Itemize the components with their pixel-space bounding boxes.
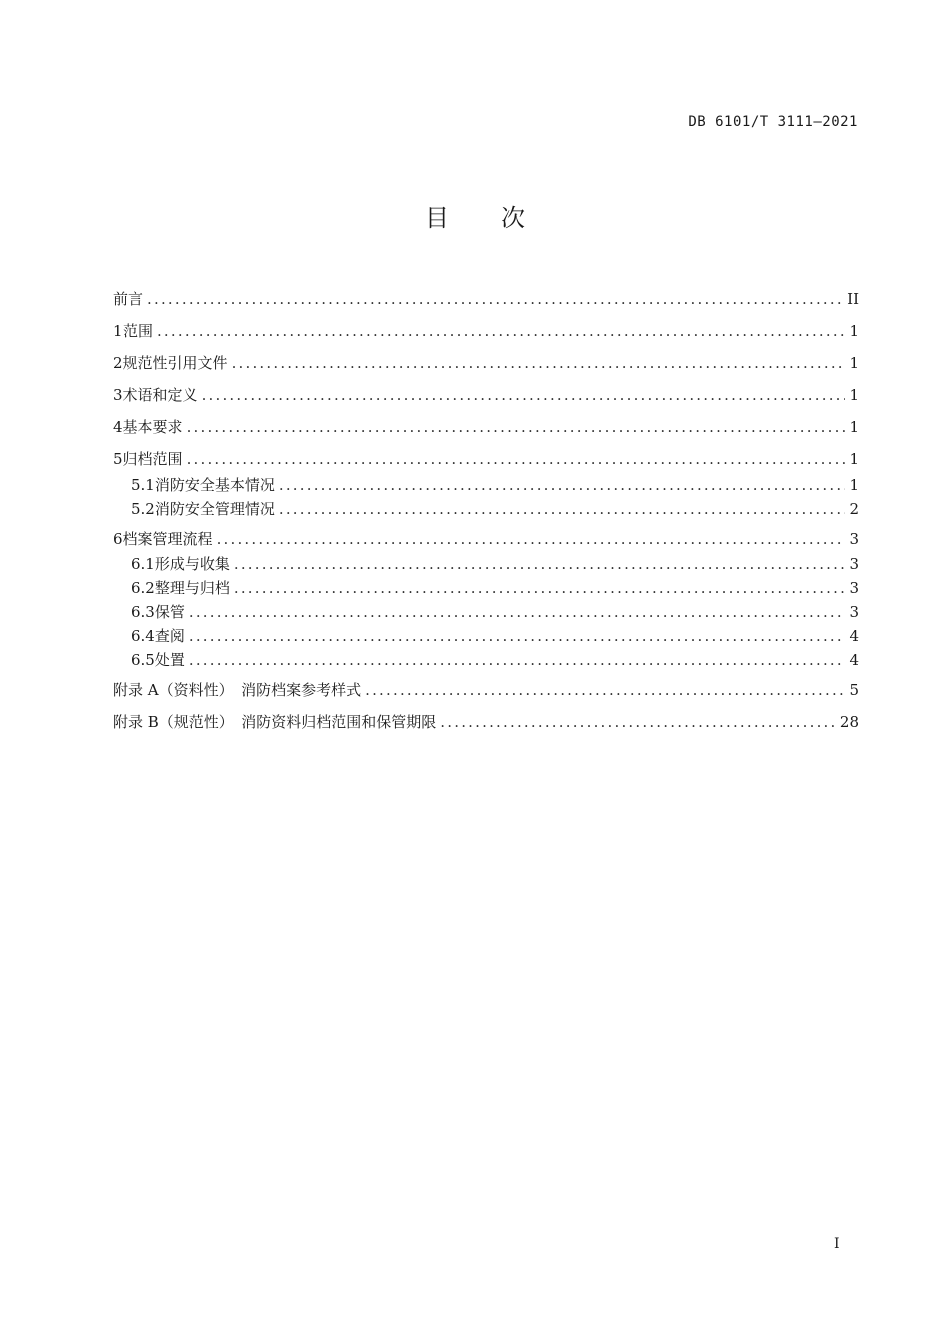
toc-leader [365, 679, 845, 701]
toc-page: 1 [849, 386, 859, 404]
document-code: DB 6101/T 3111—2021 [688, 114, 858, 130]
toc-row-5[interactable] [113, 448, 859, 470]
toc-label: 处置 [154, 651, 185, 669]
toc-leader [157, 320, 845, 342]
toc-leader [279, 498, 846, 520]
toc-page: 28 [839, 713, 859, 731]
toc-page: 1 [849, 354, 859, 372]
toc-label: 前言 [113, 290, 144, 308]
toc-leader [187, 448, 846, 470]
toc-row-2[interactable] [113, 352, 859, 374]
toc-number: 5 [113, 450, 123, 468]
toc-label: 查阅 [154, 627, 185, 645]
toc-number: 5.1 [131, 476, 155, 494]
toc-label: 保管 [154, 603, 185, 621]
toc-row-6-2[interactable] [113, 577, 859, 599]
toc-number: 3 [113, 386, 123, 404]
toc-row-6-1[interactable] [113, 553, 859, 575]
toc-leader [232, 352, 846, 374]
toc-leader [279, 474, 846, 496]
toc-leader [202, 384, 846, 406]
toc-label: 基本要求 [122, 418, 183, 436]
toc-page: 1 [849, 450, 859, 468]
toc-number: 1 [113, 322, 123, 340]
toc-row-6-4[interactable] [113, 625, 859, 647]
toc-leader [234, 553, 846, 575]
toc-label: 形成与收集 [154, 555, 230, 573]
toc-page: 3 [849, 603, 859, 621]
toc-leader [217, 528, 846, 550]
toc-label: 附录 B（规范性） 消防资料归档范围和保管期限 [113, 713, 437, 731]
toc-row-3[interactable] [113, 384, 859, 406]
toc-number: 6.3 [131, 603, 155, 621]
toc-row-6-5[interactable] [113, 649, 859, 671]
toc-label: 消防安全基本情况 [154, 476, 275, 494]
toc-row-1[interactable] [113, 320, 859, 342]
toc-number: 6.1 [131, 555, 155, 573]
toc-page: 4 [849, 651, 859, 669]
toc-row-appendix-b[interactable] [113, 711, 859, 733]
toc-leader [187, 416, 846, 438]
toc-row-4[interactable] [113, 416, 859, 438]
toc-page: 2 [849, 500, 859, 518]
toc-page: 3 [849, 579, 859, 597]
toc-leader [189, 625, 846, 647]
toc-number: 5.2 [131, 500, 155, 518]
toc-number: 6.5 [131, 651, 155, 669]
toc-row-6-3[interactable] [113, 601, 859, 623]
toc-label: 范围 [122, 322, 153, 340]
toc-leader [189, 649, 846, 671]
toc-row-appendix-a[interactable] [113, 679, 859, 701]
toc-row-5-2[interactable] [113, 498, 859, 520]
toc-leader [189, 601, 846, 623]
toc-page: 5 [849, 681, 859, 699]
toc-number: 4 [113, 418, 123, 436]
toc-label: 归档范围 [122, 450, 183, 468]
toc-row-5-1[interactable] [113, 474, 859, 496]
toc-leader [440, 711, 836, 733]
toc-page: 1 [849, 476, 859, 494]
toc-page: II [847, 290, 859, 308]
toc-title: 目次 [425, 204, 577, 232]
toc-label: 规范性引用文件 [122, 354, 228, 372]
toc-row-6[interactable] [113, 528, 859, 550]
toc-label: 消防安全管理情况 [154, 500, 275, 518]
toc-label: 整理与归档 [154, 579, 230, 597]
toc-number: 6.4 [131, 627, 155, 645]
toc-leader [147, 288, 843, 310]
toc-label: 附录 A（资料性） 消防档案参考样式 [113, 681, 362, 699]
toc-row-foreword[interactable] [113, 288, 859, 310]
page-number: I [834, 1236, 840, 1252]
toc-page: 3 [849, 530, 859, 548]
toc-page: 3 [849, 555, 859, 573]
toc-label: 档案管理流程 [122, 530, 213, 548]
toc-leader [234, 577, 846, 599]
toc-number: 6.2 [131, 579, 155, 597]
toc-number: 2 [113, 354, 123, 372]
toc-page: 1 [849, 322, 859, 340]
toc-page: 4 [849, 627, 859, 645]
toc-number: 6 [113, 530, 123, 548]
toc-page: 1 [849, 418, 859, 436]
toc-label: 术语和定义 [122, 386, 198, 404]
